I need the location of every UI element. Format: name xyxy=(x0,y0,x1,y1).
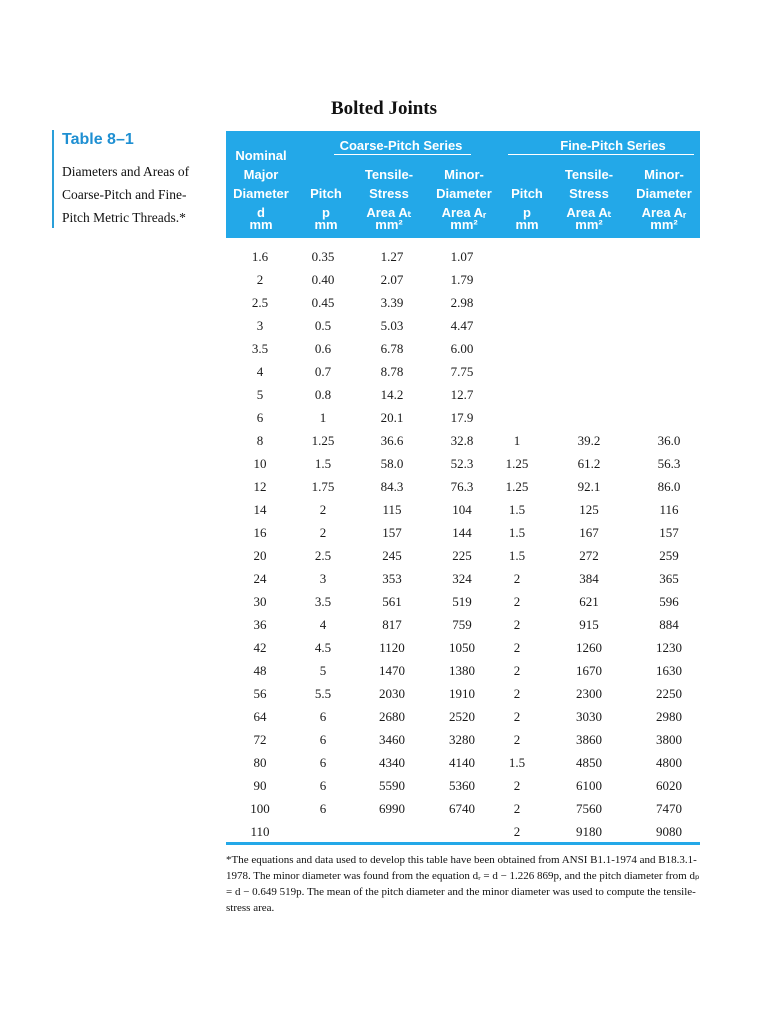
cell-fine-minor-area xyxy=(644,317,694,340)
unit-fine-pitch: mm xyxy=(515,217,539,232)
table-sidebar xyxy=(52,130,212,228)
cell-fine-pitch xyxy=(504,363,530,386)
cell-fine-minor-area: 9080 xyxy=(656,824,682,839)
cell-coarse-pitch: 5.5 xyxy=(314,686,332,701)
cell-coarse-tensile-area: 2680 xyxy=(379,709,405,724)
cell-coarse-minor-area: 6740 xyxy=(449,801,475,816)
cell-coarse-minor-area: 3280 xyxy=(449,732,475,747)
cell-fine-pitch: 2 xyxy=(513,594,521,609)
table-row xyxy=(226,478,700,501)
cell-coarse-minor-area: 76.3 xyxy=(450,479,474,494)
cell-coarse-pitch: 6 xyxy=(319,755,327,770)
cell-coarse-pitch: 6 xyxy=(319,709,327,724)
cell-fine-minor-area: 259 xyxy=(659,548,679,563)
cell-coarse-pitch: 6 xyxy=(319,732,327,747)
cell-coarse-tensile-area: 245 xyxy=(382,548,402,563)
cell-coarse-pitch: 4 xyxy=(319,617,327,632)
cell-nominal-diameter: 10 xyxy=(253,456,267,471)
cell-fine-tensile-area: 915 xyxy=(579,617,599,632)
table-row xyxy=(226,294,700,317)
unit-coarse-pitch: mm xyxy=(314,217,338,232)
cell-fine-tensile-area: 125 xyxy=(579,502,599,517)
table-row xyxy=(226,662,700,685)
cell-coarse-pitch: 2 xyxy=(319,502,327,517)
cell-nominal-diameter: 14 xyxy=(253,502,267,517)
cell-coarse-pitch: 3.5 xyxy=(314,594,332,609)
cell-coarse-tensile-area: 2.07 xyxy=(380,272,404,287)
cell-coarse-minor-area: 6.00 xyxy=(450,341,474,356)
cell-fine-tensile-area: 3030 xyxy=(576,709,602,724)
cell-coarse-pitch: 0.45 xyxy=(311,295,335,310)
cell-fine-minor-area: 3800 xyxy=(656,732,682,747)
cell-nominal-diameter: 8 xyxy=(256,433,264,448)
cell-fine-minor-area: 36.0 xyxy=(657,433,681,448)
cell-nominal-diameter: 110 xyxy=(250,824,270,839)
cell-fine-minor-area xyxy=(644,271,694,294)
cell-nominal-diameter: 12 xyxy=(253,479,267,494)
cell-fine-minor-area: 6020 xyxy=(656,778,682,793)
header-fine-tensile-area: Tensile- Stress Area Aₜ xyxy=(564,167,614,220)
cell-coarse-minor-area: 2.98 xyxy=(450,295,474,310)
cell-coarse-pitch: 0.35 xyxy=(311,249,335,264)
coarse-series-rule xyxy=(334,154,471,155)
table-caption: Diameters and Areas of Coarse-Pitch and Fine-Pitch Metric Threads.* xyxy=(62,164,190,225)
cell-nominal-diameter: 3 xyxy=(256,318,264,333)
cell-coarse-tensile-area: 1.27 xyxy=(380,249,404,264)
cell-fine-minor-area: 7470 xyxy=(656,801,682,816)
table-row xyxy=(226,708,700,731)
cell-fine-pitch: 1.25 xyxy=(505,479,529,494)
cell-fine-tensile-area: 1260 xyxy=(576,640,602,655)
cell-coarse-tensile-area: 817 xyxy=(382,617,402,632)
cell-nominal-diameter: 72 xyxy=(253,732,267,747)
cell-fine-pitch: 2 xyxy=(513,778,521,793)
cell-fine-pitch: 2 xyxy=(513,663,521,678)
cell-fine-pitch: 1.5 xyxy=(508,755,526,770)
cell-fine-tensile-area: 167 xyxy=(579,525,599,540)
cell-coarse-minor-area: 1380 xyxy=(449,663,475,678)
table-row xyxy=(226,777,700,800)
cell-fine-pitch: 1.25 xyxy=(505,456,529,471)
cell-fine-minor-area: 596 xyxy=(659,594,679,609)
cell-fine-minor-area xyxy=(644,409,694,432)
cell-coarse-pitch: 1.5 xyxy=(314,456,332,471)
cell-nominal-diameter: 4 xyxy=(256,364,264,379)
cell-coarse-tensile-area: 6990 xyxy=(379,801,405,816)
cell-fine-tensile-area xyxy=(564,340,614,363)
cell-fine-pitch: 2 xyxy=(513,824,521,839)
cell-nominal-diameter: 2 xyxy=(256,272,264,287)
cell-coarse-minor-area: 4140 xyxy=(449,755,475,770)
cell-coarse-minor-area: 104 xyxy=(452,502,472,517)
table-bottom-rule xyxy=(226,842,700,845)
cell-fine-tensile-area: 39.2 xyxy=(577,433,601,448)
cell-coarse-tensile-area: 8.78 xyxy=(380,364,404,379)
cell-fine-minor-area: 2980 xyxy=(656,709,682,724)
cell-fine-pitch: 2 xyxy=(513,732,521,747)
cell-fine-tensile-area: 384 xyxy=(579,571,599,586)
cell-nominal-diameter: 48 xyxy=(253,663,267,678)
unit-fine-minor-area: mm² xyxy=(650,217,678,232)
cell-fine-tensile-area xyxy=(564,386,614,409)
table-row xyxy=(226,800,700,823)
cell-fine-pitch: 1 xyxy=(513,433,521,448)
table-row xyxy=(226,271,700,294)
cell-coarse-minor-area: 1910 xyxy=(449,686,475,701)
fine-series-heading: Fine-Pitch Series xyxy=(560,138,666,153)
cell-fine-minor-area: 1630 xyxy=(656,663,682,678)
table-row xyxy=(226,547,700,570)
table-row xyxy=(226,501,700,524)
cell-fine-minor-area: 86.0 xyxy=(657,479,681,494)
cell-fine-tensile-area: 61.2 xyxy=(577,456,601,471)
cell-nominal-diameter: 36 xyxy=(253,617,267,632)
cell-coarse-pitch: 1.25 xyxy=(311,433,335,448)
header-coarse-tensile-area: Tensile- Stress Area Aₜ xyxy=(364,167,414,220)
cell-fine-minor-area: 157 xyxy=(659,525,679,540)
cell-fine-pitch: 1.5 xyxy=(508,502,526,517)
cell-coarse-tensile-area: 157 xyxy=(382,525,402,540)
cell-coarse-pitch: 0.8 xyxy=(314,387,332,402)
cell-coarse-tensile-area: 3460 xyxy=(379,732,405,747)
cell-nominal-diameter: 90 xyxy=(253,778,267,793)
cell-coarse-minor-area: 17.9 xyxy=(450,410,474,425)
cell-fine-minor-area xyxy=(644,363,694,386)
table-row xyxy=(226,570,700,593)
cell-fine-minor-area: 365 xyxy=(659,571,679,586)
cell-fine-tensile-area xyxy=(564,317,614,340)
coarse-series-heading: Coarse-Pitch Series xyxy=(339,138,463,153)
cell-fine-tensile-area: 1670 xyxy=(576,663,602,678)
cell-coarse-tensile-area: 5.03 xyxy=(380,318,404,333)
table-row xyxy=(226,639,700,662)
fine-series-rule xyxy=(508,154,694,155)
cell-fine-pitch xyxy=(504,386,530,409)
cell-coarse-minor-area: 759 xyxy=(452,617,472,632)
cell-coarse-pitch: 0.40 xyxy=(311,272,335,287)
cell-fine-pitch: 2 xyxy=(513,617,521,632)
header-coarse-minor-area: Minor- Diameter Area Aᵣ xyxy=(436,167,492,220)
cell-fine-tensile-area: 3860 xyxy=(576,732,602,747)
cell-coarse-tensile-area: 561 xyxy=(382,594,402,609)
cell-coarse-minor-area: 2520 xyxy=(449,709,475,724)
table-footnote: *The equations and data used to develop this table have been obtained from ANSI B1.1-1974 and B18.3.1-1978. The minor diameter was found from the equation dᵣ = d − 1.226 869p, and the pitch diameter from dₚ = d − 0.649 519p. The mean of the pitch diameter and the minor diameter was used to compute the tensile-stress area. xyxy=(226,854,700,914)
cell-fine-pitch xyxy=(504,271,530,294)
table-row xyxy=(226,455,700,478)
cell-coarse-tensile-area: 84.3 xyxy=(380,479,404,494)
cell-coarse-minor-area: 52.3 xyxy=(450,456,474,471)
cell-nominal-diameter: 5 xyxy=(256,387,264,402)
cell-fine-tensile-area: 92.1 xyxy=(577,479,601,494)
table-row xyxy=(226,754,700,777)
cell-fine-minor-area: 116 xyxy=(659,502,679,517)
cell-fine-pitch: 2 xyxy=(513,640,521,655)
page-title: Bolted Joints xyxy=(330,98,438,119)
cell-fine-pitch: 2 xyxy=(513,709,521,724)
cell-coarse-minor-area: 32.8 xyxy=(450,433,474,448)
cell-coarse-tensile-area: 4340 xyxy=(379,755,405,770)
cell-coarse-minor-area: 7.75 xyxy=(450,364,474,379)
table-row xyxy=(226,386,700,409)
cell-fine-minor-area xyxy=(644,248,694,271)
cell-coarse-pitch: 4.5 xyxy=(314,640,332,655)
cell-fine-minor-area: 4800 xyxy=(656,755,682,770)
cell-coarse-pitch: 2 xyxy=(319,525,327,540)
cell-fine-pitch xyxy=(504,248,530,271)
cell-fine-pitch: 1.5 xyxy=(508,548,526,563)
cell-fine-pitch xyxy=(504,294,530,317)
cell-coarse-tensile-area: 14.2 xyxy=(380,387,404,402)
cell-nominal-diameter: 2.5 xyxy=(251,295,269,310)
cell-coarse-pitch: 5 xyxy=(319,663,327,678)
unit-nominal-diameter: mm xyxy=(249,217,273,232)
header-fine-pitch: Pitch p xyxy=(511,186,543,220)
cell-coarse-pitch: 0.7 xyxy=(314,364,332,379)
cell-fine-minor-area: 56.3 xyxy=(657,456,681,471)
cell-fine-tensile-area xyxy=(564,248,614,271)
cell-nominal-diameter: 64 xyxy=(253,709,267,724)
cell-coarse-pitch: 0.6 xyxy=(314,341,332,356)
cell-coarse-tensile-area: 1470 xyxy=(379,663,405,678)
cell-fine-tensile-area: 621 xyxy=(579,594,599,609)
table-row xyxy=(226,593,700,616)
cell-fine-tensile-area xyxy=(564,271,614,294)
cell-coarse-pitch: 2.5 xyxy=(314,548,332,563)
cell-fine-tensile-area: 9180 xyxy=(576,824,602,839)
cell-fine-tensile-area: 4850 xyxy=(576,755,602,770)
cell-nominal-diameter: 80 xyxy=(253,755,267,770)
cell-fine-tensile-area xyxy=(564,294,614,317)
cell-coarse-tensile-area: 36.6 xyxy=(380,433,404,448)
cell-coarse-tensile-area: 20.1 xyxy=(380,410,404,425)
cell-nominal-diameter: 100 xyxy=(250,801,270,816)
cell-fine-minor-area: 1230 xyxy=(656,640,682,655)
cell-coarse-tensile-area: 1120 xyxy=(379,640,405,655)
cell-fine-tensile-area: 7560 xyxy=(576,801,602,816)
cell-coarse-minor-area: 144 xyxy=(452,525,472,540)
cell-fine-tensile-area xyxy=(564,363,614,386)
cell-fine-tensile-area xyxy=(564,409,614,432)
cell-fine-tensile-area: 2300 xyxy=(576,686,602,701)
cell-fine-pitch xyxy=(504,340,530,363)
cell-coarse-pitch: 0.5 xyxy=(314,318,332,333)
table-row xyxy=(226,731,700,754)
header-coarse-pitch: Pitch p xyxy=(310,186,342,220)
cell-fine-pitch: 1.5 xyxy=(508,525,526,540)
cell-coarse-tensile-area: 5590 xyxy=(379,778,405,793)
cell-coarse-pitch: 6 xyxy=(319,778,327,793)
unit-coarse-tensile-area: mm² xyxy=(375,217,403,232)
cell-coarse-pitch: 1.75 xyxy=(311,479,335,494)
cell-fine-pitch: 2 xyxy=(513,571,521,586)
cell-fine-minor-area xyxy=(644,294,694,317)
table-header xyxy=(226,131,700,238)
cell-fine-pitch xyxy=(504,317,530,340)
header-nominal-diameter: Nominal Major Diameter d xyxy=(233,148,289,220)
unit-coarse-minor-area: mm² xyxy=(450,217,478,232)
cell-coarse-tensile-area: 3.39 xyxy=(380,295,404,310)
cell-fine-minor-area xyxy=(644,386,694,409)
cell-coarse-minor-area: 519 xyxy=(452,594,472,609)
cell-coarse-minor-area: 225 xyxy=(452,548,472,563)
cell-fine-minor-area: 884 xyxy=(659,617,679,632)
cell-coarse-minor-area: 5360 xyxy=(449,778,475,793)
cell-coarse-pitch: 3 xyxy=(319,571,327,586)
unit-fine-tensile-area: mm² xyxy=(575,217,603,232)
cell-fine-tensile-area: 6100 xyxy=(576,778,602,793)
cell-coarse-minor-area: 1050 xyxy=(449,640,475,655)
table-body xyxy=(226,248,700,846)
table-row xyxy=(226,340,700,363)
cell-fine-minor-area: 2250 xyxy=(656,686,682,701)
cell-coarse-tensile-area: 2030 xyxy=(379,686,405,701)
header-fine-minor-area: Minor- Diameter Area Aᵣ xyxy=(636,167,692,220)
cell-nominal-diameter: 6 xyxy=(256,410,264,425)
table-row xyxy=(226,432,700,455)
table-row xyxy=(226,317,700,340)
table-row xyxy=(226,524,700,547)
cell-nominal-diameter: 3.5 xyxy=(251,341,269,356)
cell-coarse-minor-area: 1.79 xyxy=(450,272,474,287)
cell-fine-pitch xyxy=(504,409,530,432)
table-row xyxy=(226,685,700,708)
cell-coarse-tensile-area: 6.78 xyxy=(380,341,404,356)
cell-fine-pitch: 2 xyxy=(513,801,521,816)
cell-fine-pitch: 2 xyxy=(513,686,521,701)
cell-fine-minor-area xyxy=(644,340,694,363)
table-label: Table 8–1 xyxy=(62,131,134,148)
cell-coarse-pitch: 6 xyxy=(319,801,327,816)
cell-nominal-diameter: 16 xyxy=(253,525,267,540)
cell-nominal-diameter: 56 xyxy=(253,686,267,701)
cell-nominal-diameter: 30 xyxy=(253,594,267,609)
cell-nominal-diameter: 24 xyxy=(253,571,267,586)
cell-coarse-tensile-area: 115 xyxy=(382,502,402,517)
cell-fine-tensile-area: 272 xyxy=(579,548,599,563)
cell-coarse-pitch: 1 xyxy=(319,410,327,425)
cell-nominal-diameter: 20 xyxy=(253,548,267,563)
table-row xyxy=(226,409,700,432)
table-row xyxy=(226,248,700,271)
cell-nominal-diameter: 1.6 xyxy=(251,249,269,264)
cell-coarse-minor-area: 4.47 xyxy=(450,318,474,333)
cell-coarse-minor-area: 12.7 xyxy=(450,387,474,402)
cell-coarse-minor-area: 1.07 xyxy=(450,249,474,264)
cell-coarse-minor-area: 324 xyxy=(452,571,472,586)
cell-coarse-tensile-area: 58.0 xyxy=(380,456,404,471)
cell-nominal-diameter: 42 xyxy=(253,640,267,655)
cell-coarse-tensile-area: 353 xyxy=(382,571,402,586)
table-row xyxy=(226,363,700,386)
table-row xyxy=(226,616,700,639)
